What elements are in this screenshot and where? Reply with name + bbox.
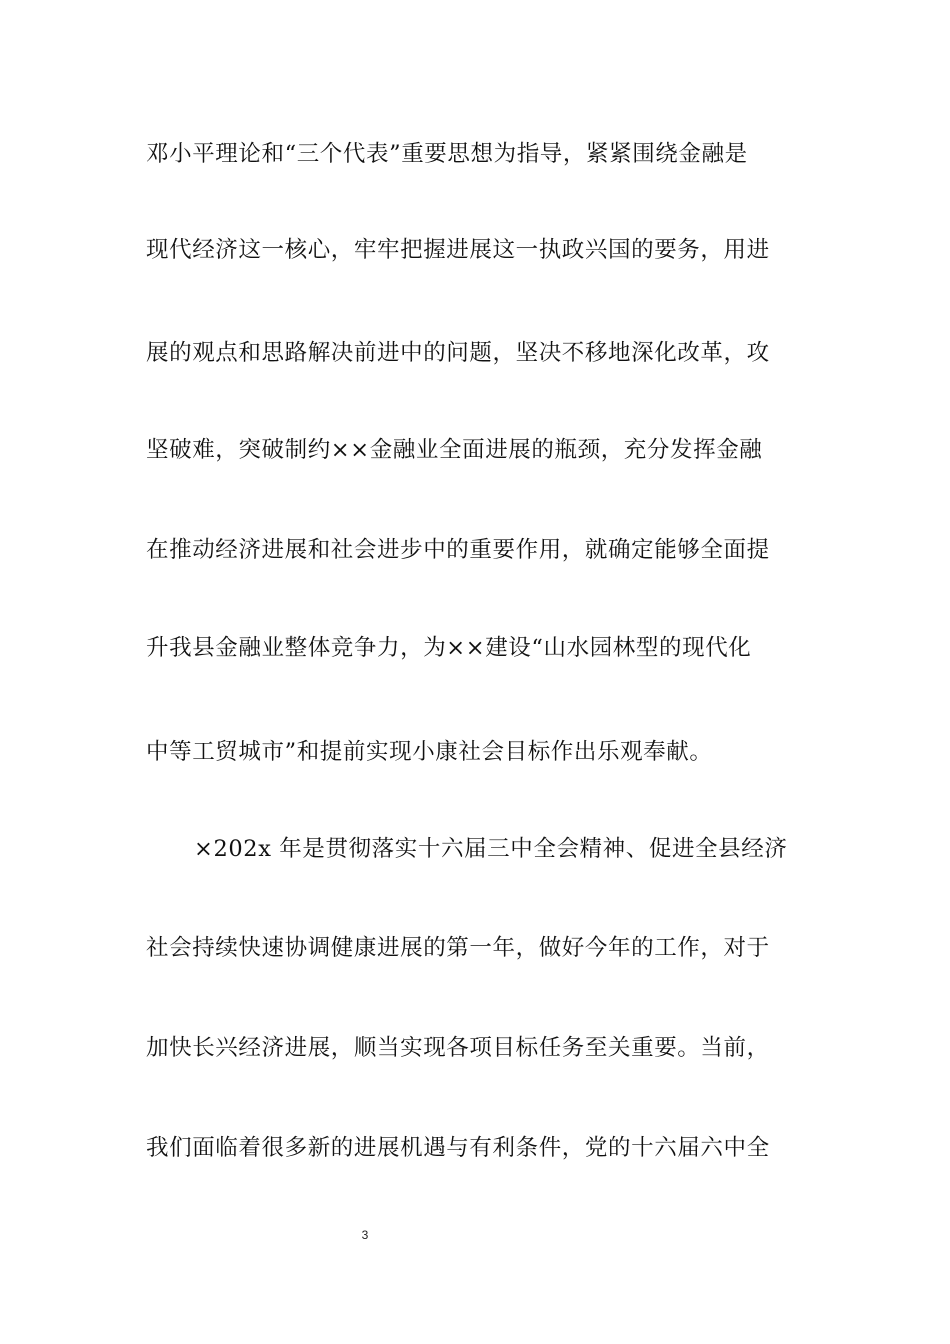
body-text-line: 在推动经济进展和社会进步中的重要作用，就确定能够全面提 [146, 537, 770, 563]
body-text-line: 升我县金融业整体竞争力，为××建设“山水园林型的现代化 [146, 635, 752, 661]
body-text-line: 我们面临着很多新的进展机遇与有利条件，党的十六届六中全 [146, 1135, 770, 1161]
body-text-line: 中等工贸城市”和提前实现小康社会目标作出乐观奉献。 [146, 739, 713, 765]
body-text-line: 社会持续快速协调健康进展的第一年，做好今年的工作，对于 [146, 935, 770, 961]
paragraph-first-line: ×202x 年是贯彻落实十六届三中全会精神、促进全县经济 [194, 836, 788, 862]
body-text-line: 现代经济这一核心，牢牢把握进展这一执政兴国的要务，用进 [146, 237, 770, 263]
body-text-line: 坚破难，突破制约××金融业全面进展的瓶颈，充分发挥金融 [146, 437, 763, 463]
body-text-line: 展的观点和思路解决前进中的问题，坚决不移地深化改革，攻 [146, 340, 770, 366]
body-text-line: 邓小平理论和“三个代表”重要思想为指导，紧紧围绕金融是 [146, 141, 748, 167]
body-text-line: 加快长兴经济进展，顺当实现各项目标任务至关重要。当前， [146, 1035, 770, 1061]
page-number: 3 [361, 1228, 369, 1242]
